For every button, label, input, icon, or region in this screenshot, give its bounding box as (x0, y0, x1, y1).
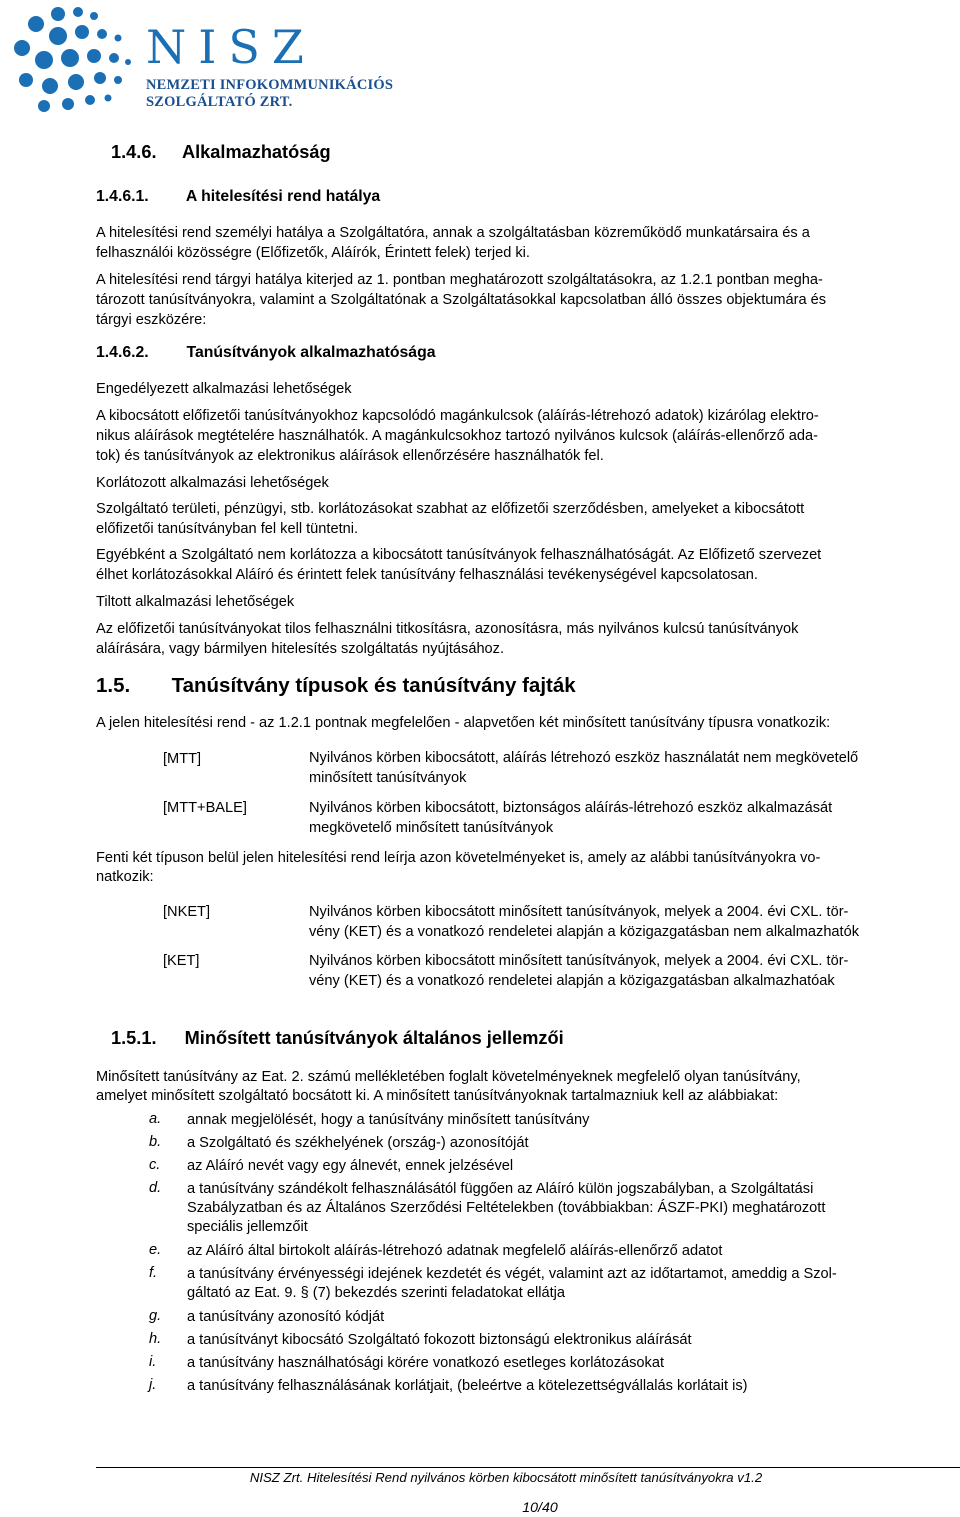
forbidden-line-2: aláírására, vagy bármilyen hitelesítés szolgáltatás nyújtásához. (96, 641, 505, 657)
otherwise-line-2: élhet korlátozásokkal Aláíró és érintett felek tanúsítvány felhasználási tevékenységével kapcsolatosan. (96, 567, 758, 583)
list-item-letter: h. (149, 1331, 162, 1347)
list-item-text: gáltató az Eat. 9. § (7) bekezdés szerinti feladatokat ellátja (187, 1285, 566, 1301)
logo-name: NISZ (146, 20, 316, 74)
permitted-line-2: nikus aláírások megtételére használhatók. A magánkulcsokhoz tartozó nyilvános kulcsok (aláírás-ellenőrző ada- (96, 428, 818, 444)
list-item-text: a tanúsítvány használhatósági körére vonatkozó esetleges korlátozásokat (187, 1355, 665, 1371)
restricted-line-1: Szolgáltató területi, pénzügyi, stb. korlátozásokat szabhat az előfizetői szerződésben, amelyeket a kibocsátott (96, 501, 805, 517)
heading-number: 1.5.1. (111, 1028, 157, 1048)
heading-1-5 (96, 674, 576, 698)
kind-desc-nket-line-1: Nyilvános körben kibocsátott minősített tanúsítványok, melyek a 2004. évi CXL. tör- (309, 904, 849, 920)
heading-number: 1.4.6. (111, 142, 157, 162)
subheading-permitted: Engedélyezett alkalmazási lehetőségek (96, 381, 352, 397)
heading-1-4-6-1 (96, 188, 380, 206)
restricted-line-2: előfizetői tanúsítványban fel kell tüntetni. (96, 521, 359, 537)
kind-desc-ket-line-1: Nyilvános körben kibocsátott minősített tanúsítványok, melyek a 2004. évi CXL. tör- (309, 953, 849, 969)
heading-title: Tanúsítványok alkalmazhatósága (186, 344, 436, 361)
scope-subject-line-2: tározott tanúsítványokra, valamint a Szolgáltatónak a Szolgáltatásokkal kapcsolatban álló összes objektumára és (96, 292, 827, 308)
type-desc-mtt-line-1: Nyilvános körben kibocsátott, aláírás létrehozó eszköz használatát nem megkövetelő (309, 750, 859, 766)
footer-divider (96, 1467, 960, 1468)
list-item-letter: f. (149, 1265, 158, 1281)
scope-subject-line-3: tárgyi eszközére: (96, 312, 207, 328)
kinds-intro-line-1: Fenti két típuson belül jelen hitelesítési rend leírja azon követelményeket is, amely az alábbi tanúsítványokra vo- (96, 850, 821, 866)
footer-title: NISZ Zrt. Hitelesítési Rend nyilvános körben kibocsátott minősített tanúsítványokra v1.2 (249, 1470, 763, 1485)
list-item-letter: g. (149, 1308, 162, 1324)
kind-code-ket: [KET] (163, 953, 200, 969)
heading-1-5-1 (111, 1028, 564, 1049)
heading-number: 1.4.6.2. (96, 344, 149, 361)
kind-desc-ket-line-2: vény (KET) és a vonatkozó rendeletei alapján a közigazgatásban alkalmazhatóak (309, 973, 835, 989)
list-item-text: a Szolgáltató és székhelyének (ország-) azonosítóját (187, 1135, 529, 1151)
list-item-text: a tanúsítványt kibocsátó Szolgáltató fokozott biztonságú elektronikus aláírását (187, 1332, 692, 1348)
list-item-text: az Aláíró nevét vagy egy álnevét, ennek jelzésével (187, 1158, 514, 1174)
types-intro: A jelen hitelesítési rend - az 1.2.1 pontnak megfelelően - alapvetően két minősített tanúsítvány típusra vonatkozik: (96, 715, 831, 731)
heading-1-4-6 (111, 142, 331, 163)
scope-personal-line-1: A hitelesítési rend személyi hatálya a Szolgáltatóra, annak a szolgáltatásban közreműködő munkatársaira és a (96, 225, 810, 241)
list-item-text: a tanúsítvány felhasználásának korlátjait, (beleértve a kötelezettségvállalás korlátait is) (187, 1378, 748, 1394)
subheading-forbidden: Tiltott alkalmazási lehetőségek (96, 594, 295, 610)
list-item-letter: b. (149, 1134, 162, 1150)
type-desc-mtt-bale-line-2: megkövetelő minősített tanúsítványok (309, 820, 554, 836)
list-item-letter: c. (149, 1157, 161, 1173)
heading-number: 1.5. (96, 674, 131, 697)
forbidden-line-1: Az előfizetői tanúsítványokat tilos felhasználni titkosításra, azonosításra, más nyilvános kulcsú tanúsítványok (96, 621, 799, 637)
qualified-intro-line-1: Minősített tanúsítvány az Eat. 2. számú mellékletében foglalt követelményeknek megfelelő olyan tanúsítvány, (96, 1069, 801, 1085)
list-item-text: a tanúsítvány érvényességi idejének kezdetét és végét, valamint azt az időtartamot, ameddig a Szol- (187, 1266, 837, 1282)
list-item-letter: e. (149, 1242, 162, 1258)
page-number: 10/40 (522, 1500, 558, 1516)
list-item-letter: i. (149, 1354, 157, 1370)
list-item-text: a tanúsítvány szándékolt felhasználásától függően az Aláíró külön jogszabályban, a Szolgáltatási (187, 1181, 814, 1197)
heading-title: Alkalmazhatóság (181, 142, 331, 162)
logo-text (146, 20, 394, 111)
type-desc-mtt-bale-line-1: Nyilvános körben kibocsátott, biztonságos aláírás-létrehozó eszköz alkalmazását (309, 800, 833, 816)
logo-dots-icon (6, 4, 136, 114)
type-code-mtt-bale: [MTT+BALE] (163, 800, 247, 816)
list-item-letter: d. (149, 1180, 162, 1196)
kinds-intro-line-2: natkozik: (96, 869, 154, 885)
list-item-text: Szabályzatban és az Általános Szerződési Feltételekben (továbbiakban: ÁSZF-PKI) meghatározott (187, 1200, 826, 1216)
scope-personal-line-2: felhasználói közösségre (Előfizetők, Aláírók, Érintett felek) terjed ki. (96, 245, 530, 261)
nisz-logo (6, 4, 406, 114)
list-item-text: az Aláíró által birtokolt aláírás-létrehozó adatnak megfelelő aláírás-ellenőrző adatot (187, 1243, 723, 1259)
permitted-line-3: tok) és tanúsítványok az elektronikus aláírások ellenőrzésére használhatók fel. (96, 448, 604, 464)
kind-code-nket: [NKET] (163, 904, 211, 920)
scope-subject-line-1: A hitelesítési rend tárgyi hatálya kiterjed az 1. pontban meghatározott szolgáltatásokra, az 1.2.1 pontban megha- (96, 272, 823, 288)
qualified-intro-line-2: amelyet minősített szolgáltató bocsátott ki. A minősített tanúsítványoknak tartalmazniuk kell az alábbiakat: (96, 1088, 779, 1104)
list-item-text: annak megjelölését, hogy a tanúsítvány minősített tanúsítvány (187, 1112, 590, 1128)
subheading-restricted: Korlátozott alkalmazási lehetőségek (96, 475, 329, 491)
kind-desc-nket-line-2: vény (KET) és a vonatkozó rendeletei alapján a közigazgatásban nem alkalmazhatók (309, 924, 860, 940)
heading-1-4-6-2 (96, 344, 436, 362)
list-item-text: a tanúsítvány azonosító kódját (187, 1309, 385, 1325)
heading-title: A hitelesítési rend hatálya (185, 188, 381, 205)
logo-line-1: NEMZETI INFOKOMMUNIKÁCIÓS (146, 77, 394, 93)
heading-number: 1.4.6.1. (96, 188, 149, 205)
otherwise-line-1: Egyébként a Szolgáltató nem korlátozza a kibocsátott tanúsítványok felhasználhatóságát. Az Előfizető szervezet (96, 547, 822, 563)
permitted-line-1: A kibocsátott előfizetői tanúsítványokhoz kapcsolódó magánkulcsok (aláírás-létrehozó adatok) kizárólag elektro- (96, 408, 819, 424)
type-desc-mtt-line-2: minősített tanúsítványok (309, 770, 467, 786)
heading-title: Minősített tanúsítványok általános jellemzői (184, 1028, 564, 1048)
heading-title: Tanúsítvány típusok és tanúsítvány fajták (171, 674, 576, 697)
list-item-letter: j. (149, 1377, 157, 1393)
type-code-mtt: [MTT] (163, 751, 202, 767)
list-item-text: speciális jellemzőit (187, 1219, 308, 1235)
logo-line-2: SZOLGÁLTATÓ ZRT. (146, 94, 293, 110)
list-item-letter: a. (149, 1111, 162, 1127)
